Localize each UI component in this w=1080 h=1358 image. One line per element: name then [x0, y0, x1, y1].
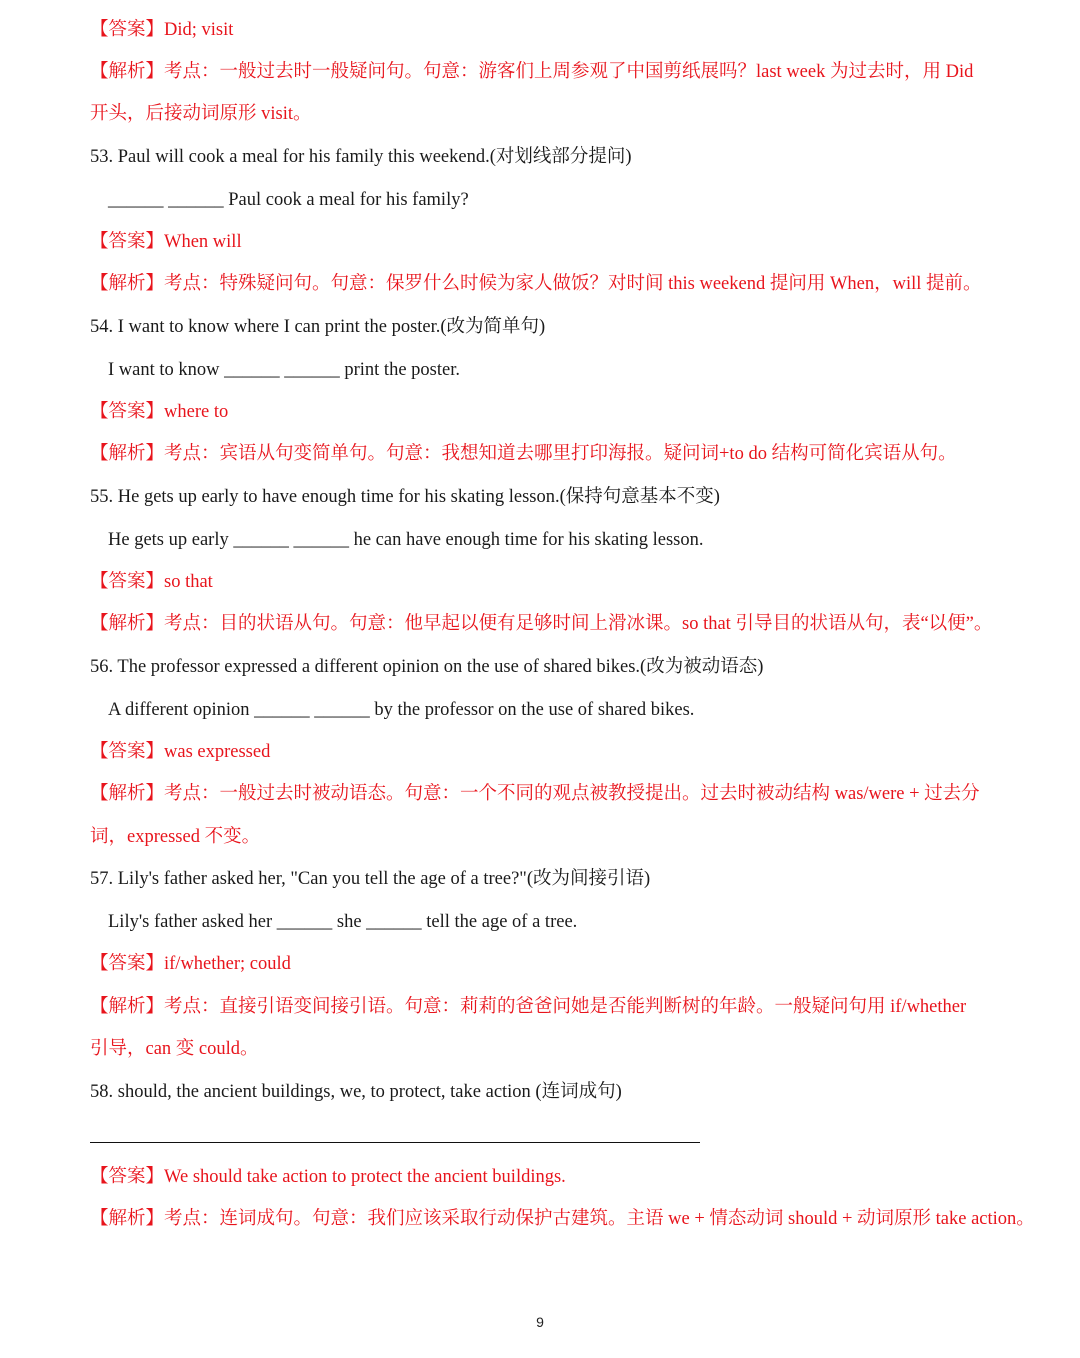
- analysis-line: 【解析】考点：直接引语变间接引语。句意：莉莉的爸爸问她是否能判断树的年龄。一般疑问句用 if/whether: [90, 997, 967, 1017]
- analysis-line: 【解析】考点：目的状语从句。句意：他早起以便有足够时间上滑冰课。so that 引导目的状语从句，表“以便”。: [90, 614, 993, 634]
- fill-blank-line: I want to know ______ ______ print the poster.: [108, 360, 460, 380]
- question-53: 53. Paul will cook a meal for his family this weekend.(对划线部分提问): [90, 147, 632, 167]
- analysis-line: 【解析】考点：一般过去时被动语态。句意：一个不同的观点被教授提出。过去时被动结构 was/were + 过去分: [90, 784, 980, 804]
- question-58: 58. should, the ancient buildings, we, to protect, take action (连词成句): [90, 1082, 622, 1102]
- page-number: 9: [536, 1314, 544, 1330]
- fill-blank-line: ______ ______ Paul cook a meal for his family?: [108, 190, 469, 210]
- fill-blank-line: Lily's father asked her ______ she ______ tell the age of a tree.: [108, 912, 578, 932]
- question-56: 56. The professor expressed a different opinion on the use of shared bikes.(改为被动语态): [90, 657, 764, 677]
- answer-line: 【答案】When will: [90, 232, 242, 252]
- analysis-line: 【解析】考点：连词成句。句意：我们应该采取行动保护古建筑。主语 we + 情态动词 should + 动词原形 take action。: [90, 1209, 1035, 1229]
- answer-line: 【答案】We should take action to protect the ancient buildings.: [90, 1167, 566, 1187]
- answer-line: 【答案】Did; visit: [90, 20, 234, 40]
- analysis-line: 【解析】考点：宾语从句变简单句。句意：我想知道去哪里打印海报。疑问词+to do 结构可简化宾语从句。: [90, 444, 957, 464]
- answer-line: 【答案】where to: [90, 402, 229, 422]
- answer-line: 【答案】if/whether; could: [90, 954, 291, 974]
- fill-blank-line: He gets up early ______ ______ he can have enough time for his skating lesson.: [108, 530, 704, 550]
- analysis-line: 引导，can 变 could。: [90, 1039, 259, 1059]
- question-55: 55. He gets up early to have enough time for his skating lesson.(保持句意基本不变): [90, 487, 720, 507]
- analysis-line: 词，expressed 不变。: [90, 827, 261, 847]
- question-57: 57. Lily's father asked her, "Can you tell the age of a tree?"(改为间接引语): [90, 869, 651, 889]
- analysis-line: 【解析】考点：一般过去时一般疑问句。句意：游客们上周参观了中国剪纸展吗？last week 为过去时，用 Did: [90, 62, 974, 82]
- answer-line: 【答案】was expressed: [90, 742, 271, 762]
- analysis-line: 开头，后接动词原形 visit。: [90, 104, 312, 124]
- fill-blank-line: A different opinion ______ ______ by the professor on the use of shared bikes.: [108, 700, 695, 720]
- answer-writing-line: [90, 1142, 700, 1143]
- answer-line: 【答案】so that: [90, 572, 213, 592]
- question-54: 54. I want to know where I can print the poster.(改为简单句): [90, 317, 546, 337]
- analysis-line: 【解析】考点：特殊疑问句。句意：保罗什么时候为家人做饭？对时间 this weekend 提问用 When，will 提前。: [90, 274, 982, 294]
